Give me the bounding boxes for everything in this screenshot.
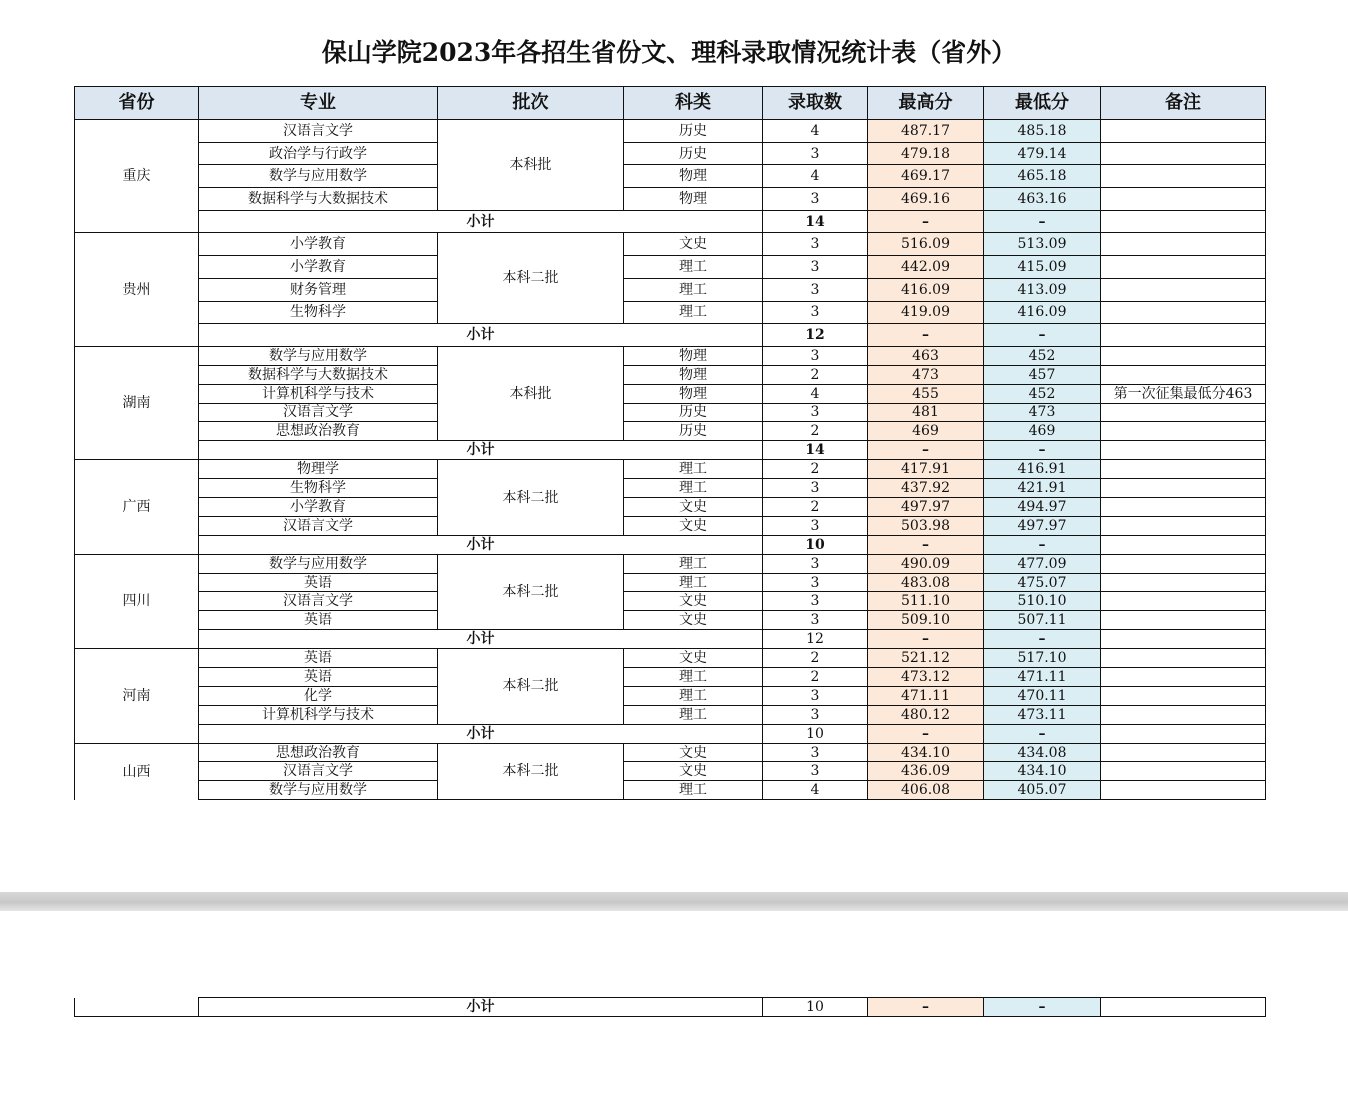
count-cell: 4 — [763, 165, 868, 188]
max-score-cell: 469 — [868, 422, 984, 441]
subject-cell: 理工 — [624, 573, 763, 592]
note-cell — [1101, 165, 1266, 188]
min-score-cell: 510.10 — [984, 592, 1101, 611]
table-row — [75, 762, 1266, 781]
major-cell: 思想政治教育 — [199, 743, 438, 762]
subtotal-min: – — [984, 324, 1101, 347]
min-score-cell: 413.09 — [984, 278, 1101, 301]
count-cell: 2 — [763, 460, 868, 479]
subtotal-min: – — [984, 724, 1101, 743]
note-cell — [1101, 686, 1266, 705]
count-cell: 3 — [763, 611, 868, 630]
header-max-score: 最高分 — [868, 87, 984, 120]
min-score-cell: 473.11 — [984, 705, 1101, 724]
note-cell: 第一次征集最低分463 — [1101, 384, 1266, 403]
batch-cell: 本科二批 — [438, 233, 624, 324]
subtotal-max: – — [868, 210, 984, 233]
count-cell: 3 — [763, 516, 868, 535]
table-row — [75, 705, 1266, 724]
subject-cell: 历史 — [624, 403, 763, 422]
table-row — [75, 301, 1266, 324]
subtotal-label: 小计 — [199, 998, 763, 1017]
note-cell — [1101, 498, 1266, 517]
province-group — [75, 460, 1266, 554]
table-row — [75, 422, 1266, 441]
subtotal-note — [1101, 324, 1266, 347]
province-cell: 河南 — [75, 649, 199, 743]
major-cell: 生物科学 — [199, 479, 438, 498]
admission-table — [74, 86, 1266, 800]
count-cell: 3 — [763, 592, 868, 611]
table-row — [75, 403, 1266, 422]
header-row — [75, 87, 1266, 120]
province-group — [75, 346, 1266, 459]
count-cell: 3 — [763, 346, 868, 365]
subtotal-count: 10 — [763, 535, 868, 554]
major-cell: 计算机科学与技术 — [199, 384, 438, 403]
province-cell: 广西 — [75, 460, 199, 554]
subtotal-note — [1101, 630, 1266, 649]
page-title: 保山学院2023年各招生省份文、理科录取情况统计表（省外） — [321, 38, 1017, 67]
max-score-cell: 436.09 — [868, 762, 984, 781]
max-score-cell: 437.92 — [868, 479, 984, 498]
subtotal-row — [75, 630, 1266, 649]
note-cell — [1101, 781, 1266, 800]
min-score-cell: 497.97 — [984, 516, 1101, 535]
max-score-cell: 463 — [868, 346, 984, 365]
max-score-cell: 521.12 — [868, 649, 984, 668]
note-cell — [1101, 301, 1266, 324]
province-group — [75, 649, 1266, 743]
province-cell: 山西 — [75, 743, 199, 800]
min-score-cell: 473 — [984, 403, 1101, 422]
subtotal-max: – — [868, 535, 984, 554]
note-cell — [1101, 743, 1266, 762]
table-row — [75, 498, 1266, 517]
batch-cell: 本科二批 — [438, 460, 624, 536]
min-score-cell: 416.91 — [984, 460, 1101, 479]
note-cell — [1101, 422, 1266, 441]
major-cell: 思想政治教育 — [199, 422, 438, 441]
subject-cell: 文史 — [624, 743, 763, 762]
max-score-cell: 509.10 — [868, 611, 984, 630]
subtotal-row — [75, 535, 1266, 554]
subject-cell: 理工 — [624, 278, 763, 301]
header-count: 录取数 — [763, 87, 868, 120]
major-cell: 小学教育 — [199, 233, 438, 256]
count-cell: 2 — [763, 668, 868, 687]
major-cell: 数学与应用数学 — [199, 781, 438, 800]
table-row — [75, 573, 1266, 592]
max-score-cell: 473 — [868, 365, 984, 384]
subtotal-max: – — [868, 630, 984, 649]
max-score-cell: 442.09 — [868, 256, 984, 279]
table-row — [75, 516, 1266, 535]
subtotal-label: 小计 — [199, 210, 763, 233]
note-cell — [1101, 668, 1266, 687]
min-score-cell: 479.14 — [984, 142, 1101, 165]
count-cell: 3 — [763, 142, 868, 165]
min-score-cell: 517.10 — [984, 649, 1101, 668]
min-score-cell: 494.97 — [984, 498, 1101, 517]
note-cell — [1101, 233, 1266, 256]
subject-cell: 物理 — [624, 365, 763, 384]
count-cell: 3 — [763, 686, 868, 705]
header-note: 备注 — [1101, 87, 1266, 120]
max-score-cell: 473.12 — [868, 668, 984, 687]
subject-cell: 文史 — [624, 498, 763, 517]
page-break-gap — [0, 892, 1348, 911]
count-cell: 3 — [763, 256, 868, 279]
count-cell: 3 — [763, 479, 868, 498]
subtotal-min: – — [984, 210, 1101, 233]
major-cell: 英语 — [199, 649, 438, 668]
max-score-cell: 483.08 — [868, 573, 984, 592]
max-score-cell: 471.11 — [868, 686, 984, 705]
subtotal-note — [1101, 724, 1266, 743]
subtotal-row — [75, 724, 1266, 743]
max-score-cell: 516.09 — [868, 233, 984, 256]
subtotal-max: – — [868, 998, 984, 1017]
min-score-cell: 416.09 — [984, 301, 1101, 324]
subtotal-max: – — [868, 441, 984, 460]
min-score-cell: 434.08 — [984, 743, 1101, 762]
max-score-cell: 479.18 — [868, 142, 984, 165]
subject-cell: 理工 — [624, 554, 763, 573]
table-row — [75, 365, 1266, 384]
table-row — [75, 188, 1266, 211]
subtotal-label: 小计 — [199, 630, 763, 649]
max-score-cell: 419.09 — [868, 301, 984, 324]
major-cell: 数学与应用数学 — [199, 165, 438, 188]
subject-cell: 理工 — [624, 460, 763, 479]
major-cell: 汉语言文学 — [199, 516, 438, 535]
min-score-cell: 513.09 — [984, 233, 1101, 256]
count-cell: 3 — [763, 403, 868, 422]
major-cell: 英语 — [199, 573, 438, 592]
max-score-cell: 511.10 — [868, 592, 984, 611]
table-row — [75, 142, 1266, 165]
batch-cell: 本科二批 — [438, 554, 624, 630]
subtotal-min: – — [984, 630, 1101, 649]
max-score-cell: 469.17 — [868, 165, 984, 188]
min-score-cell: 469 — [984, 422, 1101, 441]
table-row — [75, 479, 1266, 498]
subtotal-count: 10 — [763, 724, 868, 743]
table-row — [75, 686, 1266, 705]
subtotal-label: 小计 — [199, 724, 763, 743]
max-score-cell: 481 — [868, 403, 984, 422]
min-score-cell: 507.11 — [984, 611, 1101, 630]
min-score-cell: 471.11 — [984, 668, 1101, 687]
note-cell — [1101, 120, 1266, 143]
min-score-cell: 421.91 — [984, 479, 1101, 498]
count-cell: 3 — [763, 301, 868, 324]
province-cell: 四川 — [75, 554, 199, 648]
count-cell: 3 — [763, 762, 868, 781]
subtotal-min: – — [984, 441, 1101, 460]
note-cell — [1101, 278, 1266, 301]
min-score-cell: 415.09 — [984, 256, 1101, 279]
subject-cell: 文史 — [624, 592, 763, 611]
max-score-cell: 487.17 — [868, 120, 984, 143]
subject-cell: 物理 — [624, 165, 763, 188]
note-cell — [1101, 611, 1266, 630]
min-score-cell: 475.07 — [984, 573, 1101, 592]
max-score-cell: 480.12 — [868, 705, 984, 724]
min-score-cell: 457 — [984, 365, 1101, 384]
header-batch: 批次 — [438, 87, 624, 120]
major-cell: 汉语言文学 — [199, 403, 438, 422]
note-cell — [1101, 403, 1266, 422]
note-cell — [1101, 479, 1266, 498]
province-group — [75, 233, 1266, 346]
note-cell — [1101, 256, 1266, 279]
note-cell — [1101, 516, 1266, 535]
note-cell — [1101, 346, 1266, 365]
min-score-cell: 434.10 — [984, 762, 1101, 781]
subtotal-row — [75, 998, 1266, 1017]
note-cell — [1101, 573, 1266, 592]
max-score-cell: 434.10 — [868, 743, 984, 762]
subtotal-note — [1101, 535, 1266, 554]
major-cell: 政治学与行政学 — [199, 142, 438, 165]
province-group — [75, 554, 1266, 648]
table-row — [75, 256, 1266, 279]
subtotal-row — [75, 324, 1266, 347]
subject-cell: 物理 — [624, 346, 763, 365]
count-cell: 4 — [763, 781, 868, 800]
table-row — [75, 611, 1266, 630]
batch-cell: 本科批 — [438, 346, 624, 440]
subject-cell: 物理 — [624, 384, 763, 403]
subtotal-min: – — [984, 535, 1101, 554]
subtotal-count: 12 — [763, 630, 868, 649]
subject-cell: 理工 — [624, 781, 763, 800]
subtotal-row — [75, 210, 1266, 233]
count-cell: 4 — [763, 384, 868, 403]
subtotal-row — [75, 441, 1266, 460]
header-min-score: 最低分 — [984, 87, 1101, 120]
count-cell: 4 — [763, 120, 868, 143]
batch-cell: 本科二批 — [438, 743, 624, 800]
min-score-cell: 485.18 — [984, 120, 1101, 143]
major-cell: 数学与应用数学 — [199, 554, 438, 573]
subject-cell: 文史 — [624, 516, 763, 535]
major-cell: 小学教育 — [199, 256, 438, 279]
subtotal-max: – — [868, 724, 984, 743]
min-score-cell: 477.09 — [984, 554, 1101, 573]
min-score-cell: 465.18 — [984, 165, 1101, 188]
note-cell — [1101, 762, 1266, 781]
subtotal-count: 14 — [763, 441, 868, 460]
min-score-cell: 452 — [984, 384, 1101, 403]
note-cell — [1101, 649, 1266, 668]
note-cell — [1101, 460, 1266, 479]
major-cell: 生物科学 — [199, 301, 438, 324]
subtotal-label: 小计 — [199, 324, 763, 347]
note-cell — [1101, 592, 1266, 611]
table-row — [75, 165, 1266, 188]
count-cell: 3 — [763, 233, 868, 256]
table-row — [75, 649, 1266, 668]
header-province: 省份 — [75, 87, 199, 120]
min-score-cell: 405.07 — [984, 781, 1101, 800]
major-cell: 汉语言文学 — [199, 120, 438, 143]
subtotal-count: 14 — [763, 210, 868, 233]
table-row — [75, 460, 1266, 479]
subject-cell: 物理 — [624, 188, 763, 211]
subject-cell: 文史 — [624, 611, 763, 630]
subtotal-note — [1101, 210, 1266, 233]
subject-cell: 理工 — [624, 686, 763, 705]
major-cell: 数学与应用数学 — [199, 346, 438, 365]
count-cell: 2 — [763, 422, 868, 441]
major-cell: 汉语言文学 — [199, 762, 438, 781]
major-cell: 英语 — [199, 611, 438, 630]
batch-cell: 本科批 — [438, 120, 624, 211]
note-cell — [1101, 365, 1266, 384]
subject-cell: 文史 — [624, 762, 763, 781]
batch-cell: 本科二批 — [438, 649, 624, 725]
max-score-cell: 490.09 — [868, 554, 984, 573]
subtotal-count: 12 — [763, 324, 868, 347]
subtotal-max: – — [868, 324, 984, 347]
table-row — [75, 743, 1266, 762]
header-major: 专业 — [199, 87, 438, 120]
min-score-cell: 452 — [984, 346, 1101, 365]
note-cell — [1101, 142, 1266, 165]
province-cell: 重庆 — [75, 120, 199, 233]
major-cell: 小学教育 — [199, 498, 438, 517]
subject-cell: 理工 — [624, 301, 763, 324]
min-score-cell: 463.16 — [984, 188, 1101, 211]
subject-cell: 理工 — [624, 256, 763, 279]
subject-cell: 文史 — [624, 649, 763, 668]
count-cell: 2 — [763, 365, 868, 384]
admission-table-continued — [74, 997, 1266, 1017]
count-cell: 3 — [763, 743, 868, 762]
note-cell — [1101, 188, 1266, 211]
subtotal-note — [1101, 998, 1266, 1017]
major-cell: 数据科学与大数据技术 — [199, 365, 438, 384]
max-score-cell: 469.16 — [868, 188, 984, 211]
count-cell: 3 — [763, 705, 868, 724]
max-score-cell: 416.09 — [868, 278, 984, 301]
subject-cell: 理工 — [624, 668, 763, 687]
subtotal-label: 小计 — [199, 535, 763, 554]
major-cell: 化学 — [199, 686, 438, 705]
province-group — [75, 120, 1266, 233]
subject-cell: 历史 — [624, 142, 763, 165]
table-row — [75, 233, 1266, 256]
note-cell — [1101, 554, 1266, 573]
header-subject: 科类 — [624, 87, 763, 120]
subject-cell: 理工 — [624, 479, 763, 498]
table-row — [75, 592, 1266, 611]
table-row — [75, 278, 1266, 301]
province-cell: 贵州 — [75, 233, 199, 346]
table-row — [75, 384, 1266, 403]
count-cell: 2 — [763, 498, 868, 517]
max-score-cell: 497.97 — [868, 498, 984, 517]
major-cell: 计算机科学与技术 — [199, 705, 438, 724]
subject-cell: 理工 — [624, 705, 763, 724]
max-score-cell: 406.08 — [868, 781, 984, 800]
count-cell: 3 — [763, 573, 868, 592]
table-row — [75, 346, 1266, 365]
table-row — [75, 781, 1266, 800]
major-cell: 财务管理 — [199, 278, 438, 301]
note-cell — [1101, 705, 1266, 724]
major-cell: 物理学 — [199, 460, 438, 479]
major-cell: 汉语言文学 — [199, 592, 438, 611]
province-group — [75, 743, 1266, 800]
table-row — [75, 668, 1266, 687]
subject-cell: 文史 — [624, 233, 763, 256]
subtotal-note — [1101, 441, 1266, 460]
subtotal-count: 10 — [763, 998, 868, 1017]
count-cell: 3 — [763, 278, 868, 301]
subject-cell: 历史 — [624, 120, 763, 143]
province-cell: 湖南 — [75, 346, 199, 459]
major-cell: 数据科学与大数据技术 — [199, 188, 438, 211]
count-cell: 3 — [763, 188, 868, 211]
major-cell: 英语 — [199, 668, 438, 687]
subtotal-label: 小计 — [199, 441, 763, 460]
table-row — [75, 554, 1266, 573]
province-cell-continued — [75, 998, 199, 1017]
min-score-cell: 470.11 — [984, 686, 1101, 705]
max-score-cell: 417.91 — [868, 460, 984, 479]
count-cell: 2 — [763, 649, 868, 668]
subject-cell: 历史 — [624, 422, 763, 441]
subtotal-min: – — [984, 998, 1101, 1017]
max-score-cell: 455 — [868, 384, 984, 403]
count-cell: 3 — [763, 554, 868, 573]
table-row — [75, 120, 1266, 143]
max-score-cell: 503.98 — [868, 516, 984, 535]
